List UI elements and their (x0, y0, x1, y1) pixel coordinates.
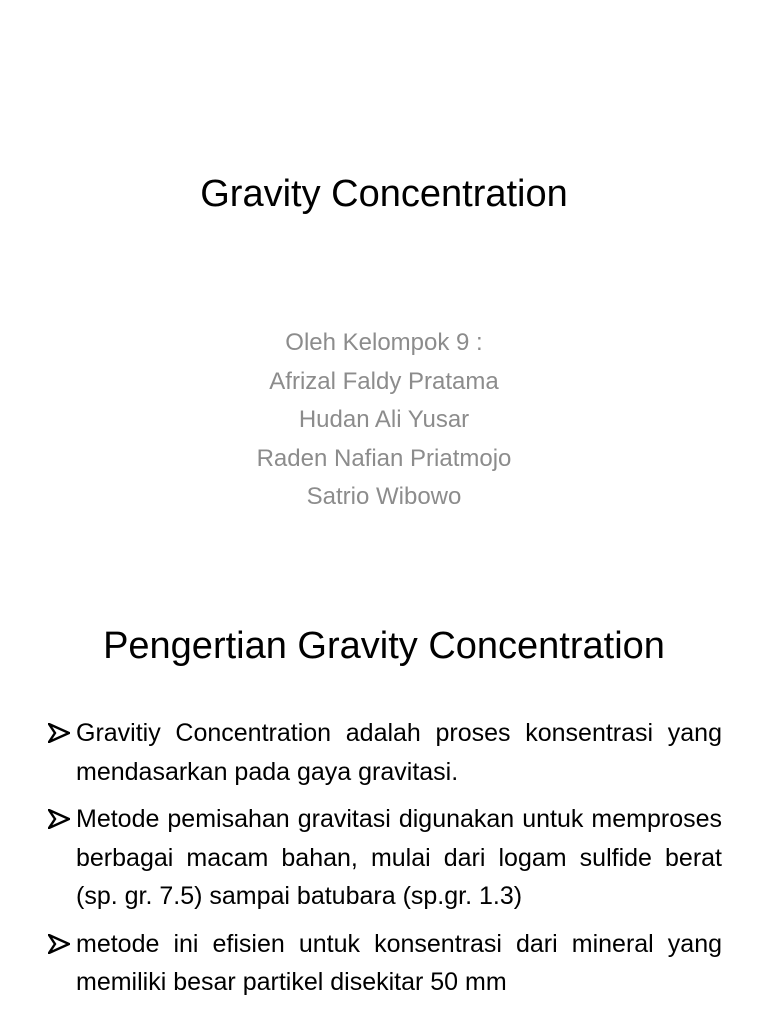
author-name: Hudan Ali Yusar (298, 406, 470, 433)
slide-title: Gravity Concentration (200, 173, 568, 215)
author-name: Afrizal Faldy Pratama (269, 367, 499, 395)
bullet-text: metode ini efisien untuk konsentrasi dari mineral yang memiliki besar partikel disekitar 50 mm (76, 929, 722, 996)
content-slide (0, 590, 768, 1024)
bullet-text: Metode pemisahan gravitasi digunakan untuk memproses berbagai macam bahan, mulai dari logam sulfide berat (sp. gr. 7.5) sampai batubara (sp.gr. 1.3) (76, 805, 722, 910)
author-list (0, 324, 768, 517)
list-item (46, 800, 722, 916)
list-item (46, 714, 722, 791)
group-label: Oleh Kelompok 9 : (285, 329, 483, 356)
arrowhead-bullet-icon (46, 800, 72, 839)
list-item (46, 925, 722, 1002)
arrowhead-bullet-icon (46, 925, 72, 964)
author-name: Raden Nafian Priatmojo (256, 444, 512, 472)
slide-title: Pengertian Gravity Concentration (103, 625, 665, 667)
author-name: Satrio Wibowo (306, 483, 462, 510)
arrowhead-bullet-icon (46, 714, 72, 753)
bullet-list (46, 714, 722, 1011)
bullet-text: Gravitiy Concentration adalah proses konsentrasi yang mendasarkan pada gaya gravitasi. (76, 719, 722, 786)
